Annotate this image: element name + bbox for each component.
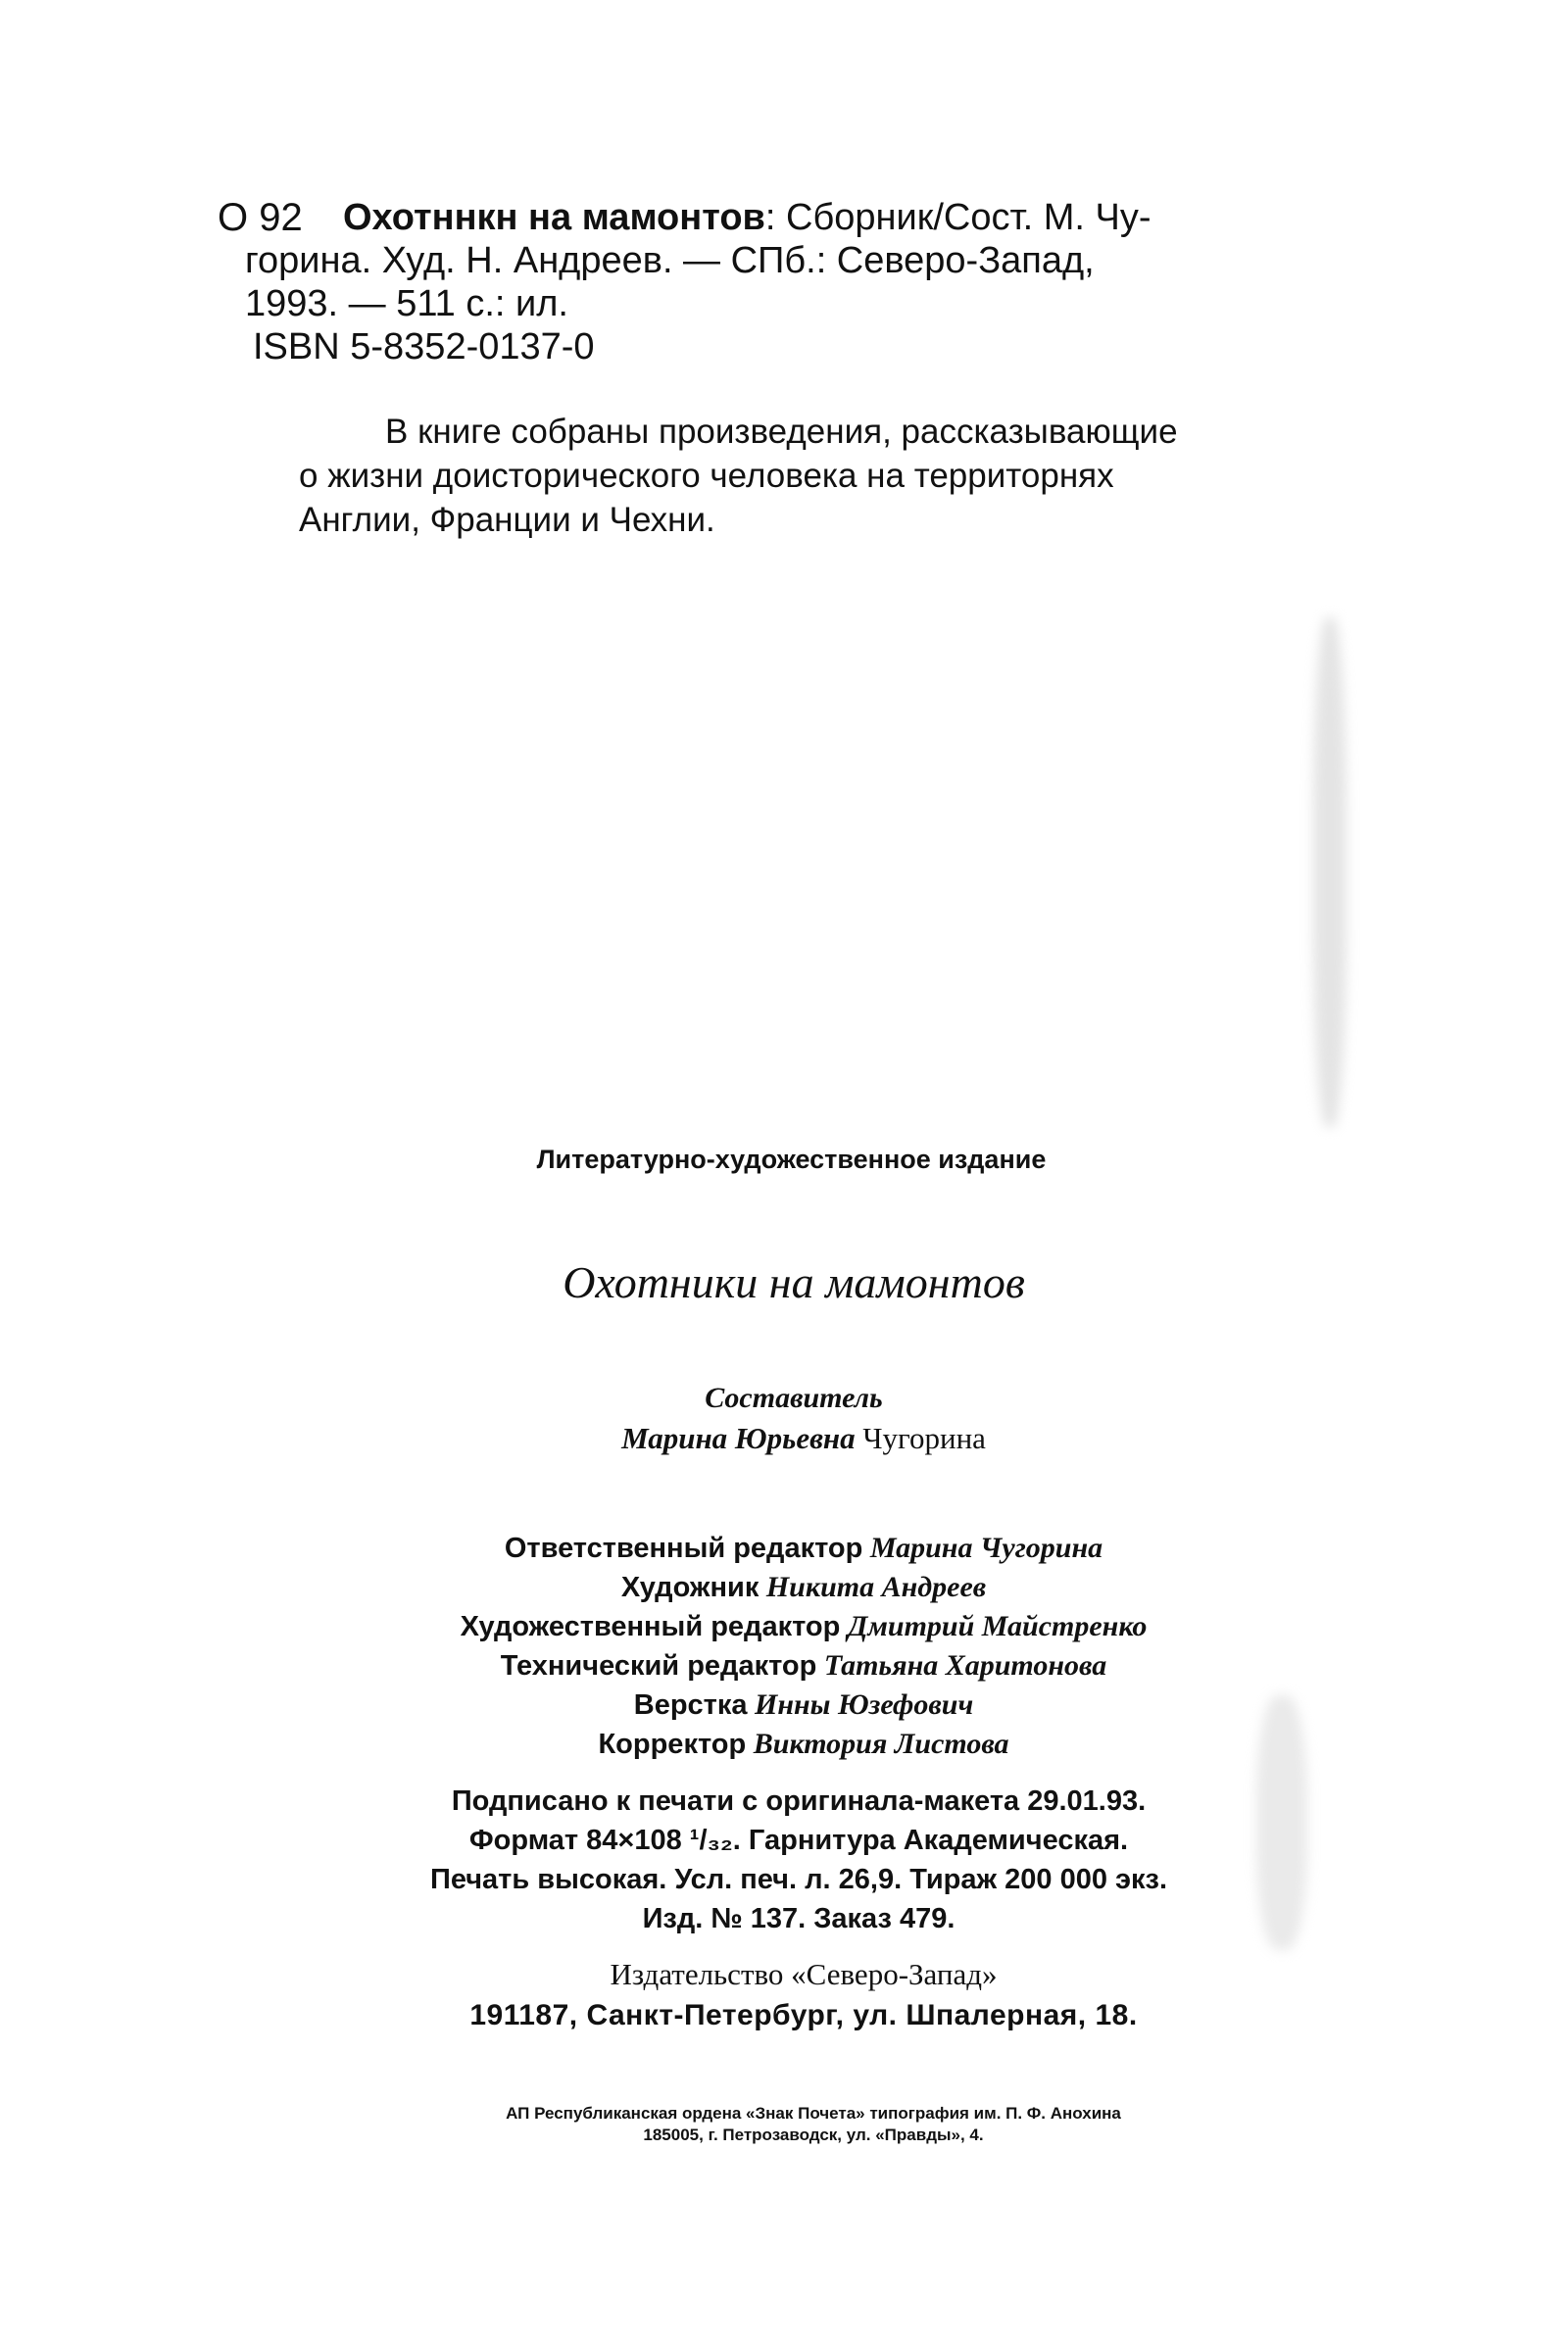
publisher-name: Издательство «Северо-Запад» [610, 1957, 998, 1991]
entry-title: Охотннкн на мамонтов [343, 197, 765, 238]
credit-role: Художник [620, 1572, 760, 1603]
print-line: Формат 84×108 ¹/₃₂. Гарнитура Академическая. [468, 1825, 1129, 1856]
publisher-block [0, 1954, 1568, 2036]
credit-row [39, 1646, 1568, 1686]
print-line: Изд. № 137. Заказ 479. [642, 1903, 956, 1934]
compiler-surname: Чугорина [862, 1421, 986, 1455]
credit-row [39, 1529, 1568, 1568]
credit-person: Никита Андреев [765, 1571, 987, 1603]
credit-role: Ответственный редактор [504, 1533, 863, 1564]
print-line: Подписано к печати с оригинала-макета 29.01.93. [451, 1785, 1147, 1817]
compiler-first-names: Марина Юрьевна [621, 1421, 856, 1455]
credit-person: Инны Юзефович [755, 1688, 974, 1721]
compiler-label: Составитель [705, 1382, 883, 1414]
credit-role: Верстка [633, 1689, 748, 1721]
compiler-name [0, 1421, 1568, 1456]
printer-info [0, 2103, 1568, 2146]
credit-person: Дмитрий Майстренко [847, 1610, 1148, 1642]
credit-person: Татьяна Харитонова [823, 1649, 1107, 1682]
entry-line-1-rest: : Сборник/Сост. М. Чу- [764, 197, 1152, 238]
annotation-line-1: В книге собраны произведения, рассказывающие [385, 413, 1178, 451]
entry-line-2: горина. Худ. Н. Андреев. — СПб.: Северо-Запад, [245, 240, 1095, 281]
credit-person: Виктория Листова [753, 1728, 1009, 1760]
print-details [0, 1782, 1568, 1938]
publisher-address: 191187, Санкт-Петербург, ул. Шпалерная, 18. [469, 1999, 1138, 2031]
entry-line-1 [343, 196, 1362, 239]
book-title: Охотники на мамонтов [563, 1257, 1025, 1307]
annotation-line-2: о жизни доисторического человека на территорнях [299, 457, 1114, 495]
classification-code: О 92 [218, 196, 303, 239]
printer-line-1: АП Республиканская ордена «Знак Почета» типография им. П. Ф. Анохина [506, 2104, 1121, 2123]
scan-smudge [1313, 617, 1347, 1127]
credit-role: Технический редактор [500, 1650, 817, 1682]
credits-list [0, 1529, 1568, 1764]
credit-row [39, 1725, 1568, 1764]
annotation-line-3: Англии, Франции и Чехни. [299, 501, 715, 539]
credit-row [39, 1686, 1568, 1725]
isbn: ISBN 5-8352-0137-0 [253, 326, 595, 367]
credit-row [39, 1568, 1568, 1607]
entry-line-3: 1993. — 511 с.: ил. [245, 283, 568, 324]
credit-person: Марина Чугорина [869, 1532, 1103, 1564]
credit-row [39, 1607, 1568, 1646]
credit-role: Корректор [598, 1729, 747, 1760]
edition-genre: Литературно-художественное издание [536, 1145, 1047, 1174]
annotation [299, 410, 1343, 542]
credit-role: Художественный редактор [460, 1611, 841, 1642]
print-line: Печать высокая. Усл. печ. л. 26,9. Тираж 200 000 экз. [429, 1864, 1168, 1895]
printer-line-2: 185005, г. Петрозаводск, ул. «Правды», 4. [643, 2126, 984, 2144]
